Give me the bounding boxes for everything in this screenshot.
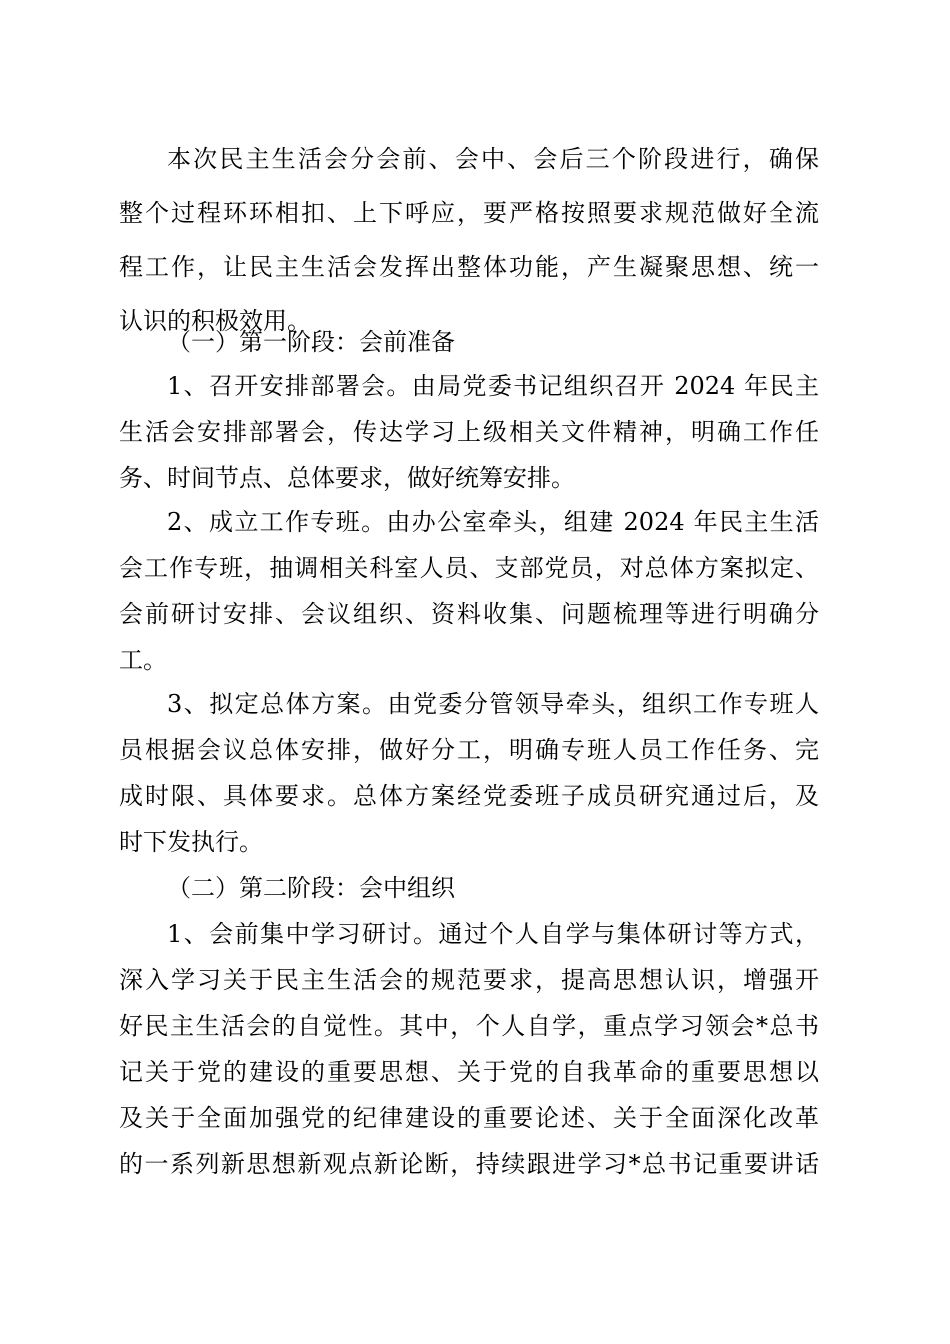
paragraph-intro-line-3: 程工作，让民主生活会发挥出整体功能，产生凝聚思想、统一 <box>119 253 819 281</box>
item-1-line-2: 生活会安排部署会，传达学习上级相关文件精神，明确工作任 <box>119 418 819 446</box>
paragraph-intro-line-4: 认识的积极效用。 <box>119 307 311 335</box>
item-4-line-2: 深入学习关于民主生活会的规范要求，提高思想认识，增强开 <box>119 966 819 994</box>
item-3-line-3: 成时限、具体要求。总体方案经党委班子成员研究通过后，及 <box>119 782 819 810</box>
item-4-line-5: 及关于全面加强党的纪律建设的重要论述、关于全面深化改革 <box>119 1104 819 1132</box>
item-3-line-1: 3、拟定总体方案。由党委分管领导牵头，组织工作专班人 <box>167 690 819 718</box>
item-1-line-3: 务、时间节点、总体要求，做好统筹安排。 <box>119 464 575 492</box>
paragraph-intro-line-1: 本次民主生活会分会前、会中、会后三个阶段进行，确保 <box>167 145 819 173</box>
item-4-line-4: 记关于党的建设的重要思想、关于党的自我革命的重要思想以 <box>119 1058 819 1086</box>
item-2-line-4: 工。 <box>119 646 167 674</box>
section-heading-stage-one: （一）第一阶段：会前准备 <box>167 328 455 356</box>
item-2-line-3: 会前研讨安排、会议组织、资料收集、问题梳理等进行明确分 <box>119 600 819 628</box>
section-heading-stage-two: （二）第二阶段：会中组织 <box>167 874 455 902</box>
item-3-line-4: 时下发执行。 <box>119 828 263 856</box>
item-2-line-2: 会工作专班，抽调相关科室人员、支部党员，对总体方案拟定、 <box>119 554 819 582</box>
item-3-line-2: 员根据会议总体安排，做好分工，明确专班人员工作任务、完 <box>119 736 819 764</box>
item-4-line-1: 1、会前集中学习研讨。通过个人自学与集体研讨等方式， <box>167 920 819 948</box>
item-4-line-6: 的一系列新思想新观点新论断，持续跟进学习*总书记重要讲话 <box>119 1150 819 1178</box>
item-4-line-3: 好民主生活会的自觉性。其中，个人自学，重点学习领会*总书 <box>119 1012 819 1040</box>
item-2-line-1: 2、成立工作专班。由办公室牵头，组建 2024 年民主生活 <box>167 508 819 536</box>
item-1-line-1: 1、召开安排部署会。由局党委书记组织召开 2024 年民主 <box>167 372 819 400</box>
paragraph-intro-line-2: 整个过程环环相扣、上下呼应，要严格按照要求规范做好全流 <box>119 199 819 227</box>
